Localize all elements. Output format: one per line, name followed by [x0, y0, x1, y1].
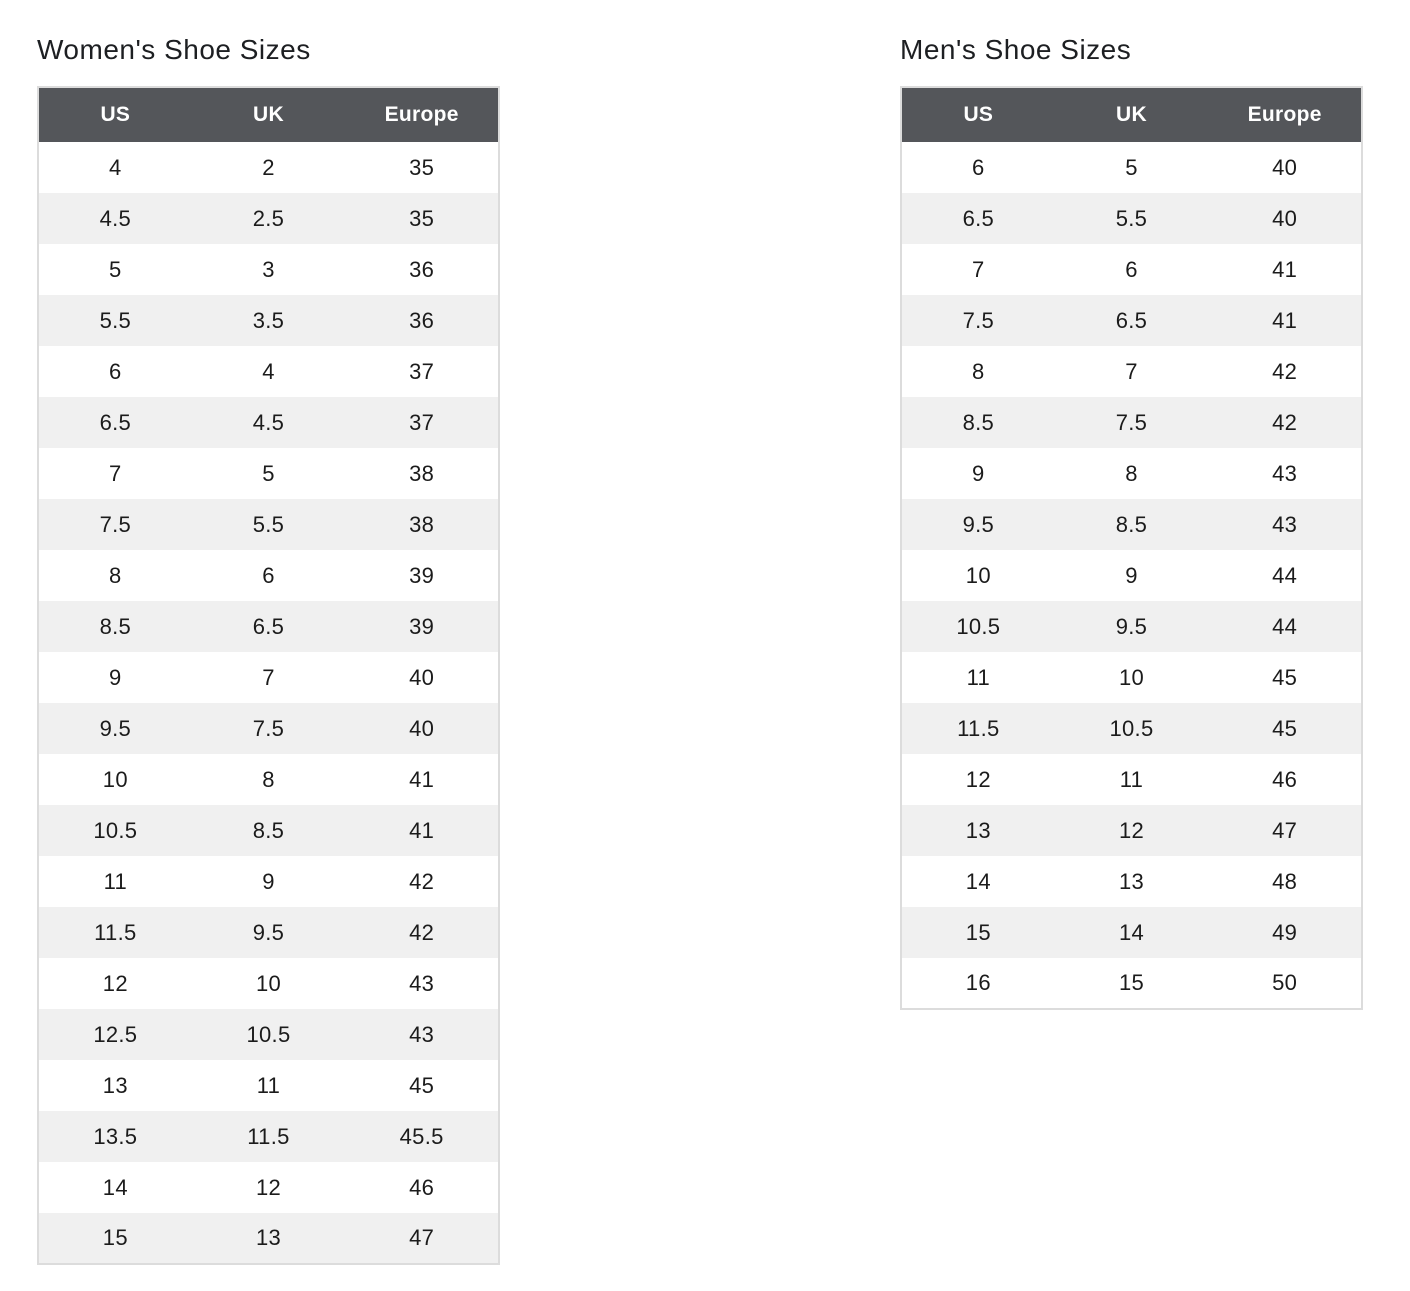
size-cell: 14 [38, 1162, 192, 1213]
size-cell: 5 [38, 244, 192, 295]
size-cell: 8 [1055, 448, 1209, 499]
size-cell: 35 [345, 142, 499, 193]
size-cell: 44 [1208, 550, 1362, 601]
size-cell: 12 [901, 754, 1055, 805]
size-cell: 42 [1208, 346, 1362, 397]
size-cell: 8.5 [192, 805, 346, 856]
size-cell: 6 [1055, 244, 1209, 295]
size-cell: 10 [192, 958, 346, 1009]
size-cell: 11.5 [901, 703, 1055, 754]
table-row [901, 601, 1362, 652]
size-cell: 37 [345, 397, 499, 448]
size-cell: 9.5 [1055, 601, 1209, 652]
table-row [901, 295, 1362, 346]
size-cell: 42 [1208, 397, 1362, 448]
column-header-uk: UK [192, 87, 346, 142]
womens-table-body [38, 142, 499, 1264]
size-cell: 8 [192, 754, 346, 805]
table-row [901, 907, 1362, 958]
size-cell: 11.5 [38, 907, 192, 958]
size-cell: 7.5 [1055, 397, 1209, 448]
table-row [38, 1009, 499, 1060]
size-cell: 10 [901, 550, 1055, 601]
size-cell: 9 [1055, 550, 1209, 601]
table-row [38, 193, 499, 244]
size-cell: 40 [345, 652, 499, 703]
size-cell: 7.5 [38, 499, 192, 550]
size-cell: 7 [1055, 346, 1209, 397]
table-row [901, 397, 1362, 448]
size-cell: 5.5 [192, 499, 346, 550]
size-cell: 40 [1208, 193, 1362, 244]
table-row [38, 1111, 499, 1162]
size-cell: 11 [1055, 754, 1209, 805]
size-cell: 49 [1208, 907, 1362, 958]
size-cell: 41 [1208, 295, 1362, 346]
table-row [901, 346, 1362, 397]
size-cell: 42 [345, 907, 499, 958]
size-cell: 45 [1208, 652, 1362, 703]
table-row [38, 550, 499, 601]
size-cell: 12 [38, 958, 192, 1009]
table-row [901, 550, 1362, 601]
table-row [901, 703, 1362, 754]
size-cell: 4.5 [192, 397, 346, 448]
size-cell: 4 [38, 142, 192, 193]
size-cell: 10 [38, 754, 192, 805]
size-cell: 9.5 [901, 499, 1055, 550]
mens-table-header [901, 87, 1362, 142]
table-row [38, 448, 499, 499]
size-cell: 9.5 [192, 907, 346, 958]
size-cell: 8 [38, 550, 192, 601]
column-header-us: US [901, 87, 1055, 142]
table-row [38, 1213, 499, 1264]
size-cell: 7.5 [192, 703, 346, 754]
column-header-europe: Europe [1208, 87, 1362, 142]
table-row [38, 142, 499, 193]
size-cell: 7.5 [901, 295, 1055, 346]
size-cell: 35 [345, 193, 499, 244]
table-row [38, 397, 499, 448]
size-cell: 13 [38, 1060, 192, 1111]
size-cell: 43 [1208, 499, 1362, 550]
table-row [38, 601, 499, 652]
size-cell: 45 [1208, 703, 1362, 754]
size-cell: 10.5 [38, 805, 192, 856]
table-row [901, 448, 1362, 499]
table-row [901, 499, 1362, 550]
size-cell: 15 [38, 1213, 192, 1264]
size-cell: 37 [345, 346, 499, 397]
column-header-europe: Europe [345, 87, 499, 142]
size-cell: 6.5 [38, 397, 192, 448]
size-cell: 7 [192, 652, 346, 703]
size-cell: 2.5 [192, 193, 346, 244]
size-cell: 50 [1208, 958, 1362, 1009]
size-cell: 41 [345, 805, 499, 856]
size-cell: 9 [901, 448, 1055, 499]
size-cell: 13 [901, 805, 1055, 856]
size-cell: 5.5 [1055, 193, 1209, 244]
size-cell: 45.5 [345, 1111, 499, 1162]
size-cell: 4 [192, 346, 346, 397]
size-cell: 36 [345, 244, 499, 295]
size-cell: 36 [345, 295, 499, 346]
size-cell: 12 [192, 1162, 346, 1213]
table-row [38, 703, 499, 754]
size-cell: 39 [345, 550, 499, 601]
womens-size-table [37, 86, 500, 1265]
column-header-uk: UK [1055, 87, 1209, 142]
size-cell: 47 [345, 1213, 499, 1264]
mens-size-table [900, 86, 1363, 1010]
size-cell: 47 [1208, 805, 1362, 856]
size-cell: 39 [345, 601, 499, 652]
size-cell: 7 [38, 448, 192, 499]
size-cell: 46 [345, 1162, 499, 1213]
size-cell: 15 [901, 907, 1055, 958]
table-row [901, 958, 1362, 1009]
size-cell: 41 [345, 754, 499, 805]
size-cell: 46 [1208, 754, 1362, 805]
size-cell: 38 [345, 499, 499, 550]
size-cell: 13.5 [38, 1111, 192, 1162]
size-cell: 41 [1208, 244, 1362, 295]
size-cell: 10 [1055, 652, 1209, 703]
size-cell: 13 [192, 1213, 346, 1264]
size-cell: 13 [1055, 856, 1209, 907]
size-cell: 48 [1208, 856, 1362, 907]
size-cell: 8 [901, 346, 1055, 397]
size-cell: 11.5 [192, 1111, 346, 1162]
size-cell: 14 [1055, 907, 1209, 958]
size-cell: 8.5 [38, 601, 192, 652]
size-cell: 5 [192, 448, 346, 499]
size-cell: 6.5 [901, 193, 1055, 244]
size-cell: 10.5 [192, 1009, 346, 1060]
size-cell: 14 [901, 856, 1055, 907]
size-cell: 6 [38, 346, 192, 397]
womens-table-title: Women's Shoe Sizes [37, 34, 311, 65]
table-row [38, 499, 499, 550]
size-cell: 9.5 [38, 703, 192, 754]
womens-shoe-sizes-section [37, 34, 500, 1265]
mens-table-title: Men's Shoe Sizes [900, 34, 1132, 65]
column-header-us: US [38, 87, 192, 142]
size-cell: 12 [1055, 805, 1209, 856]
size-cell: 6.5 [192, 601, 346, 652]
mens-table-body [901, 142, 1362, 1009]
womens-table-header [38, 87, 499, 142]
size-cell: 43 [345, 1009, 499, 1060]
table-row [38, 652, 499, 703]
size-cell: 44 [1208, 601, 1362, 652]
size-cell: 11 [38, 856, 192, 907]
size-cell: 38 [345, 448, 499, 499]
size-cell: 2 [192, 142, 346, 193]
size-cell: 16 [901, 958, 1055, 1009]
table-row [38, 805, 499, 856]
size-cell: 8.5 [1055, 499, 1209, 550]
size-cell: 11 [901, 652, 1055, 703]
table-row [901, 856, 1362, 907]
table-row [38, 754, 499, 805]
table-row [901, 193, 1362, 244]
table-row [38, 1060, 499, 1111]
mens-shoe-sizes-section [900, 34, 1363, 1010]
table-row [901, 244, 1362, 295]
size-cell: 6.5 [1055, 295, 1209, 346]
size-cell: 11 [192, 1060, 346, 1111]
table-row [901, 805, 1362, 856]
size-cell: 6 [901, 142, 1055, 193]
size-cell: 8.5 [901, 397, 1055, 448]
size-cell: 40 [345, 703, 499, 754]
table-row [901, 754, 1362, 805]
size-cell: 42 [345, 856, 499, 907]
size-cell: 3.5 [192, 295, 346, 346]
table-row [38, 295, 499, 346]
size-cell: 10.5 [1055, 703, 1209, 754]
table-row [38, 244, 499, 295]
table-row [38, 958, 499, 1009]
table-row [38, 346, 499, 397]
size-cell: 6 [192, 550, 346, 601]
size-cell: 45 [345, 1060, 499, 1111]
size-cell: 4.5 [38, 193, 192, 244]
size-cell: 7 [901, 244, 1055, 295]
size-cell: 3 [192, 244, 346, 295]
size-cell: 5.5 [38, 295, 192, 346]
table-row [901, 142, 1362, 193]
size-cell: 40 [1208, 142, 1362, 193]
table-row [901, 652, 1362, 703]
size-cell: 9 [192, 856, 346, 907]
table-row [38, 856, 499, 907]
size-cell: 12.5 [38, 1009, 192, 1060]
size-cell: 10.5 [901, 601, 1055, 652]
table-row [38, 1162, 499, 1213]
size-cell: 43 [1208, 448, 1362, 499]
size-cell: 9 [38, 652, 192, 703]
table-row [38, 907, 499, 958]
size-cell: 5 [1055, 142, 1209, 193]
size-cell: 43 [345, 958, 499, 1009]
size-cell: 15 [1055, 958, 1209, 1009]
